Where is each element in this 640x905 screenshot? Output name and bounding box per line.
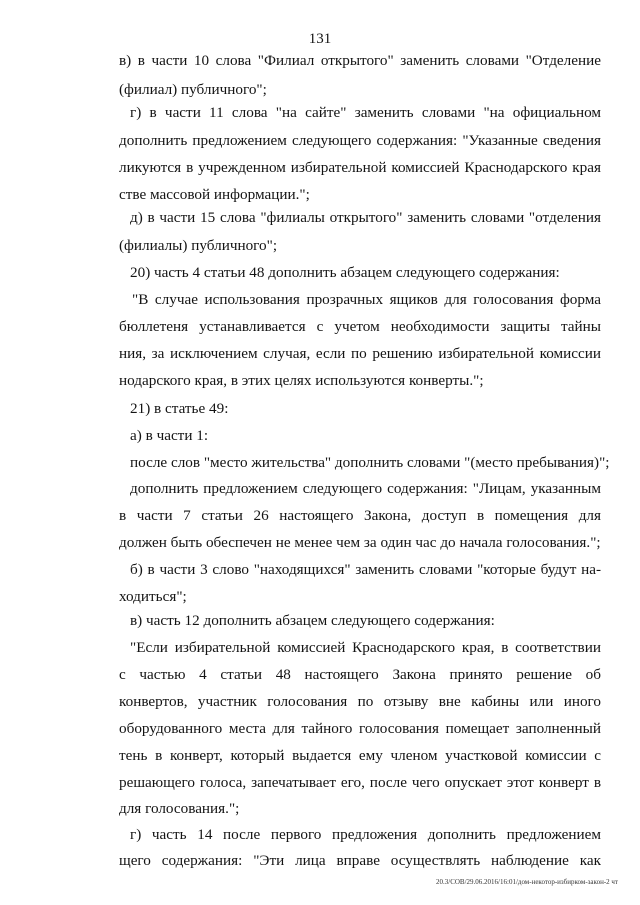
text-line: в) в части 10 слова "Филиал открытого" заменить словами "Отделение bbox=[119, 52, 601, 69]
text-line: с частью 4 статьи 48 настоящего Закона принято решение об bbox=[119, 666, 601, 683]
text-line: для голосования."; bbox=[119, 800, 240, 817]
text-line: в части 7 статьи 26 настоящего Закона, доступ в помещения для bbox=[119, 507, 601, 524]
text-line: б) в части 3 слово "находящихся" заменить словами "которые будут на- bbox=[130, 561, 601, 578]
text-line: а) в части 1: bbox=[130, 427, 209, 444]
text-line: ликуются в учрежденном избирательной комиссией Краснодарского края bbox=[119, 159, 601, 176]
text-line: ходиться"; bbox=[119, 588, 187, 605]
text-line: д) в части 15 слова "филиалы открытого" заменить словами "отделения bbox=[130, 209, 601, 226]
text-line: в) часть 12 дополнить абзацем следующего содержания: bbox=[130, 612, 495, 629]
page-number: 131 bbox=[308, 31, 332, 47]
text-line: решающего голоса, запечатывает его, после чего опускает этот конверт в bbox=[119, 774, 601, 791]
text-line: (филиал) публичного"; bbox=[119, 81, 267, 98]
text-line: тень в конверт, который выдается ему членом участковой комиссии с bbox=[119, 747, 601, 764]
text-line: оборудованного места для тайного голосования помещает заполненный bbox=[119, 720, 601, 737]
text-line: ния, за исключением случая, если по решению избирательной комиссии bbox=[119, 345, 601, 362]
text-line: 21) в статье 49: bbox=[130, 400, 229, 417]
text-line: (филиалы) публичного"; bbox=[119, 237, 278, 254]
text-line: щего содержания: "Эти лица вправе осуществлять наблюдение как bbox=[119, 852, 601, 869]
text-line: г) часть 14 после первого предложения дополнить предложением bbox=[130, 826, 601, 843]
text-line: после слов "место жительства" дополнить словами "(место пребывания)"; bbox=[130, 454, 610, 471]
text-line: "В случае использования прозрачных ящиков для голосования форма bbox=[132, 291, 601, 308]
text-line: должен быть обеспечен не менее чем за один час до начала голосования."; bbox=[119, 534, 601, 551]
text-line: "Если избирательной комиссией Краснодарского края, в соответствии bbox=[130, 639, 601, 656]
text-line: 20) часть 4 статьи 48 дополнить абзацем следующего содержания: bbox=[130, 264, 560, 281]
text-line: дополнить предложением следующего содержания: "Лицам, указанным bbox=[130, 480, 601, 497]
text-line: бюллетеня устанавливается с учетом необходимости защиты тайны bbox=[119, 318, 601, 335]
text-line: нодарского края, в этих целях используются конверты."; bbox=[119, 372, 484, 389]
text-line: г) в части 11 слова "на сайте" заменить словами "на официальном bbox=[130, 104, 601, 121]
text-line: дополнить предложением следующего содержания: "Указанные сведения bbox=[119, 132, 601, 149]
text-line: конвертов, участник голосования по отзыву вне кабины или иного bbox=[119, 693, 601, 710]
document-footer-code: 20.3/СОВ/29.06.2016/16:01/дом-некотор-избирком-закон-2 чт bbox=[436, 878, 618, 886]
text-line: стве массовой информации."; bbox=[119, 186, 310, 203]
